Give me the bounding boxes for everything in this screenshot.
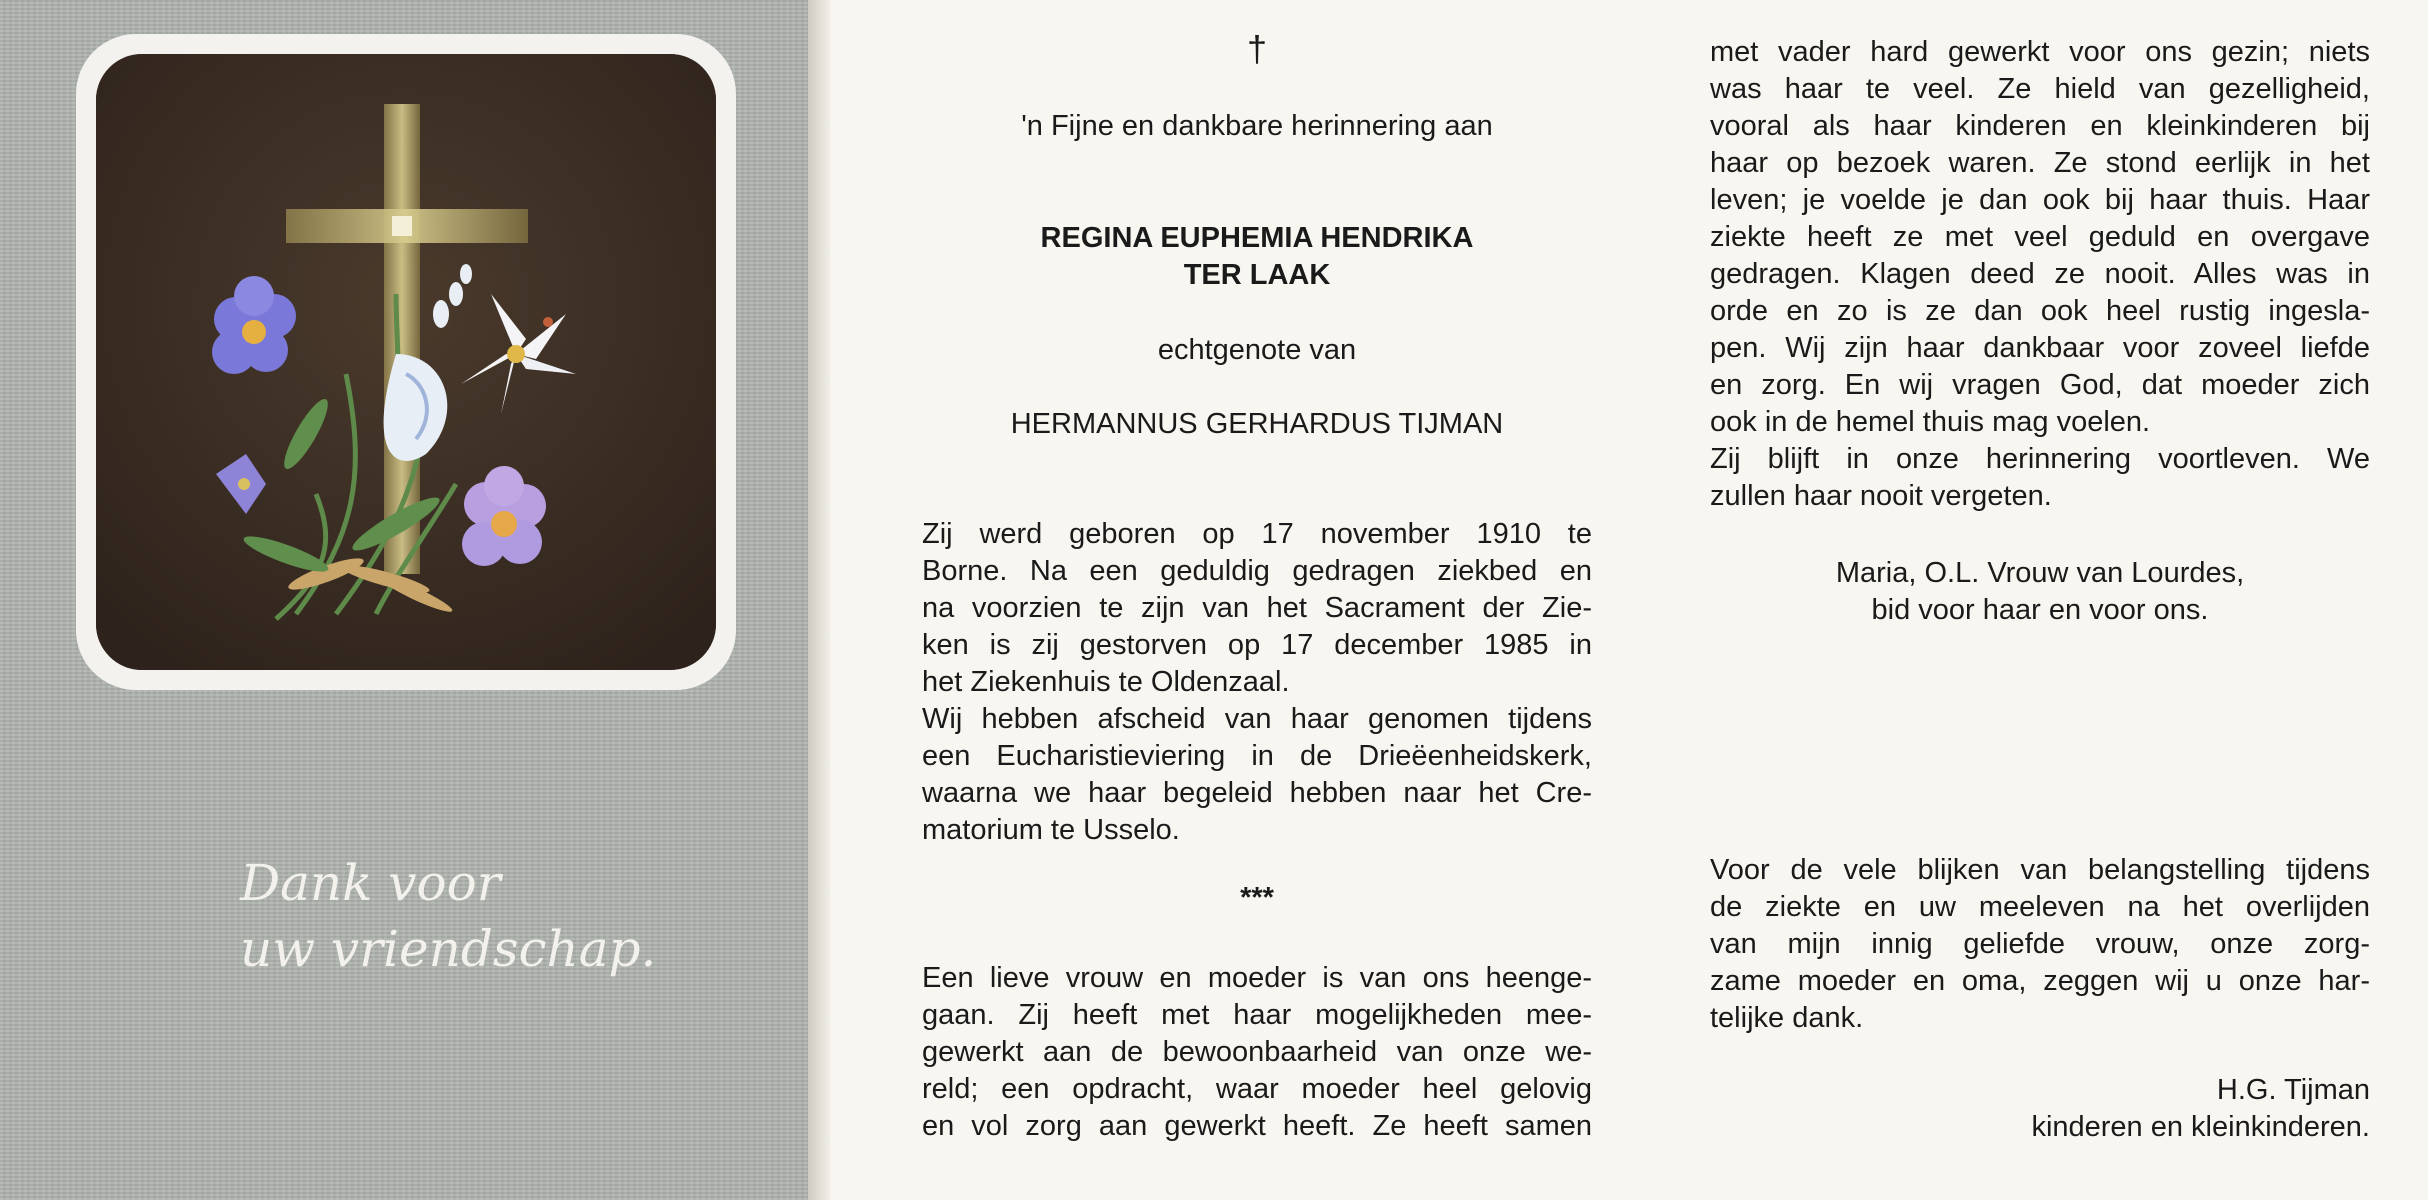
- bio-line: na voorzien te zijn van het Sacrament der Zie-: [922, 592, 1592, 624]
- thanks-line: de ziekte en uw meeleven na het overlijden: [1710, 891, 2370, 923]
- signature-subline: kinderen en kleinkinderen.: [2031, 1111, 2370, 1143]
- bio-line: het Ziekenhuis te Oldenzaal.: [922, 666, 1290, 698]
- farewell-line: Wij hebben afscheid van haar genomen tijdens: [922, 703, 1592, 735]
- bio-line: Borne. Na een geduldig gedragen ziekbed en: [922, 555, 1592, 587]
- remember-line: Zij blijft in onze herinnering voortleven. We: [1710, 443, 2370, 475]
- continued-line: haar op bezoek waren. Ze stond eerlijk in het: [1710, 147, 2370, 179]
- cover-script-line-1: Dank voor: [240, 854, 501, 912]
- signature: H.G. Tijman: [2216, 1074, 2370, 1106]
- tribute-line: en vol zorg aan gewerkt heeft. Ze heeft samen: [922, 1110, 1592, 1142]
- spouse-label: echtgenote van: [1157, 334, 1357, 366]
- bio-line: Zij werd geboren op 17 november 1910 te: [922, 518, 1592, 550]
- tribute-paragraph: [922, 960, 1592, 1145]
- bio-line: ken is zij gestorven op 17 december 1985 in: [922, 629, 1592, 661]
- thanks-paragraph: [1710, 852, 2370, 1037]
- thanks-line: telijke dank.: [1710, 1002, 1864, 1034]
- thanks-line: van mijn innig geliefde vrouw, onze zorg-: [1710, 928, 2370, 960]
- tribute-line: gewerkt aan de bewoonbaarheid van onze we-: [922, 1036, 1592, 1068]
- deceased-name-line-1: REGINA EUPHEMIA HENDRIKA: [1040, 222, 1474, 254]
- continued-line: ziekte heeft ze met veel geduld en overgave: [1710, 221, 2370, 253]
- farewell-line: matorium te Usselo.: [922, 814, 1180, 846]
- tribute-line: gaan. Zij heeft met haar mogelijkheden mee-: [922, 999, 1592, 1031]
- thanks-line: zame moeder en oma, zeggen wij u onze har-: [1710, 965, 2370, 997]
- continued-line: pen. Wij zijn haar dankbaar voor zoveel liefde: [1710, 332, 2370, 364]
- biography-paragraph: [922, 516, 1592, 849]
- continued-line: gedragen. Klagen deed ze nooit. Alles was in: [1710, 258, 2370, 290]
- continued-line: met vader hard gewerkt voor ons gezin; niets: [1710, 36, 2370, 68]
- continued-line: ook in de hemel thuis mag voelen.: [1710, 406, 2151, 438]
- cover-script-text: [240, 850, 656, 982]
- spouse-name: HERMANNUS GERHARDUS TIJMAN: [1010, 408, 1504, 440]
- continued-paragraph: [1710, 34, 2370, 515]
- continued-line: vooral als haar kinderen en kleinkinderen bij: [1710, 110, 2370, 142]
- cross-and-flowers-illustration: [96, 54, 716, 670]
- continued-line: leven; je voelde je dan ook bij haar thuis. Haar: [1710, 184, 2370, 216]
- intro-text: 'n Fijne en dankbare herinnering aan: [1021, 110, 1493, 142]
- remember-line: zullen haar nooit vergeten.: [1710, 480, 2052, 512]
- separator: ***: [1240, 882, 1274, 914]
- cover-panel: [0, 0, 808, 1200]
- prayer-line-2: bid voor haar en voor ons.: [1871, 594, 2209, 626]
- tribute-line: Een lieve vrouw en moeder is van ons heenge-: [922, 962, 1592, 994]
- cross-symbol: †: [1246, 28, 1268, 69]
- continued-line: was haar te veel. Ze hield van gezelligheid,: [1710, 73, 2370, 105]
- continued-line: orde en zo is ze dan ook heel rustig ingesla-: [1710, 295, 2370, 327]
- deceased-name-line-2: TER LAAK: [1183, 259, 1331, 291]
- inside-panel: [830, 0, 2428, 1200]
- farewell-line: een Eucharistieviering in de Drieëenheidskerk,: [922, 740, 1592, 772]
- prayer-line-1: Maria, O.L. Vrouw van Lourdes,: [1835, 557, 2245, 589]
- thanks-line: Voor de vele blijken van belangstelling tijdens: [1710, 854, 2370, 886]
- continued-line: en zorg. En wij vragen God, dat moeder zich: [1710, 369, 2370, 401]
- farewell-line: waarna we haar begeleid hebben naar het Cre-: [922, 777, 1592, 809]
- card-fold: [808, 0, 830, 1200]
- cover-script-line-2: uw vriendschap.: [240, 920, 657, 978]
- tribute-line: reld; een opdracht, waar moeder heel gelovig: [922, 1073, 1592, 1105]
